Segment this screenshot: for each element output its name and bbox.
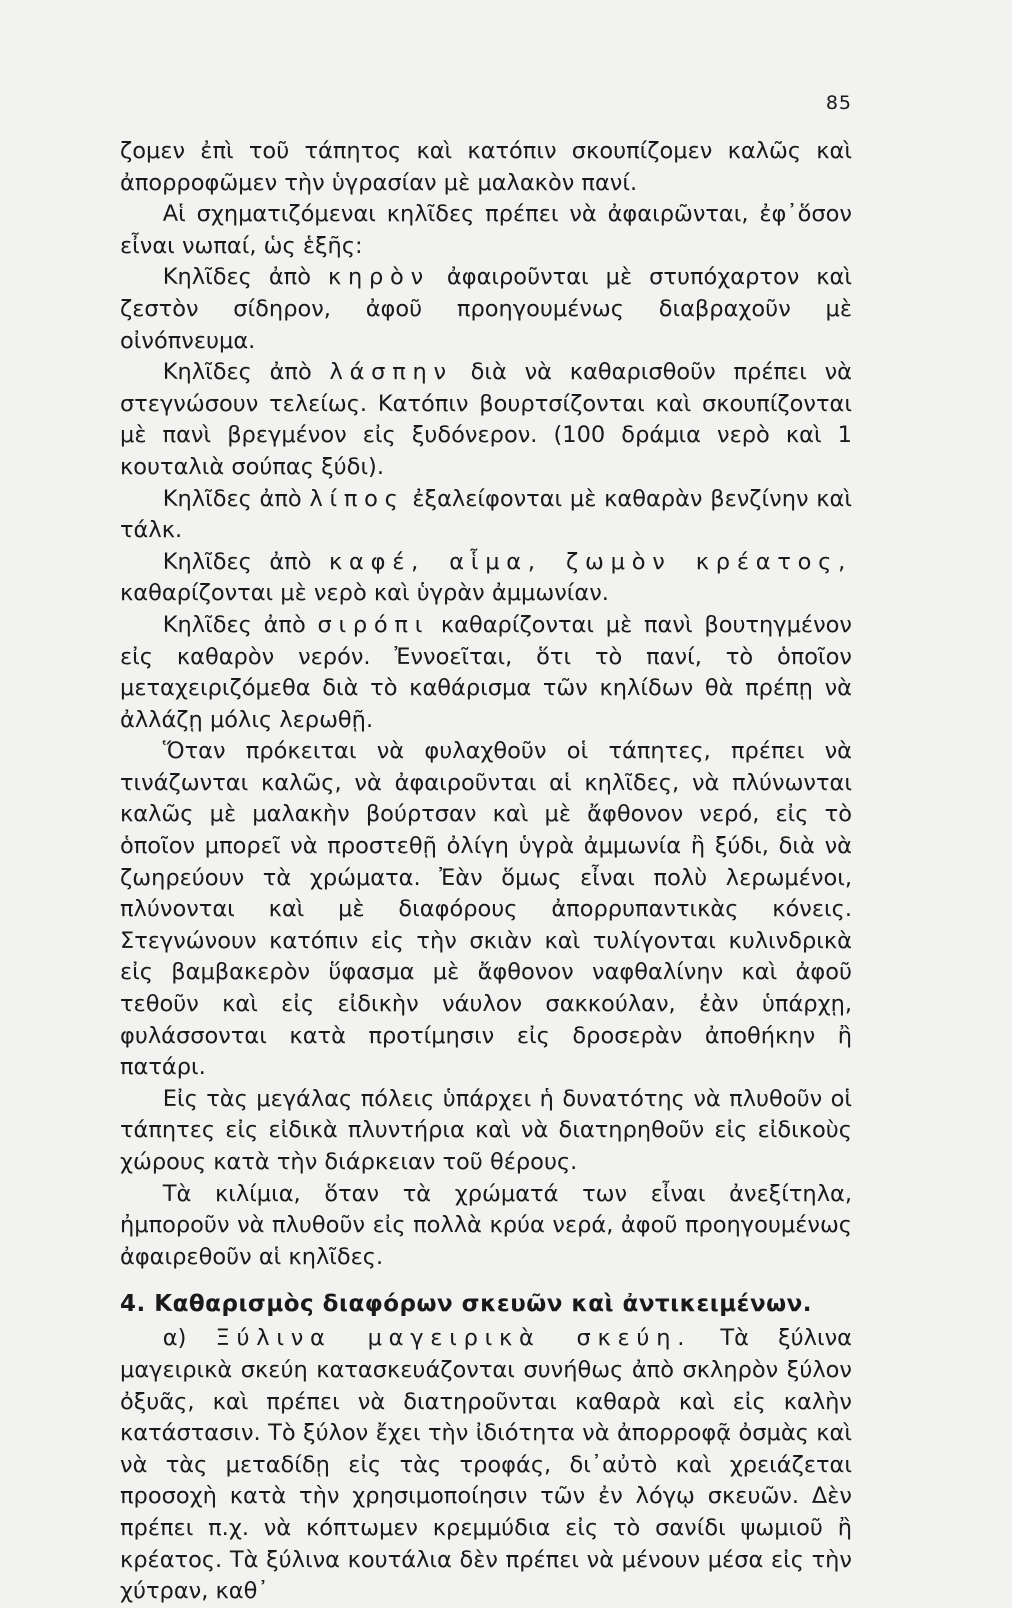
page-number: 85 — [825, 92, 852, 114]
spaced-term: λίπος — [309, 485, 405, 512]
spaced-term: καφέ, αἷμα, ζωμὸν κρέατος, — [329, 548, 852, 575]
text-run: Κηλῖδες ἀπὸ — [162, 548, 330, 575]
spaced-term: κηρὸν — [328, 264, 430, 291]
text-run: Κηλῖδες ἀπὸ — [162, 359, 330, 386]
body-text — [120, 136, 852, 1608]
paragraph: Ὅταν πρόκειται νὰ φυλαχθοῦν οἱ τάπητες, πρέπει νὰ τινάζωνται καλῶς, νὰ ἀφαιροῦνται αἱ κηλῖδες, νὰ πλύνωνται καλῶς μὲ μαλακὴν βούρτσαν καὶ μὲ ἄφθονον νερό, εἰς τὸ ὁποῖον μπορεῖ νὰ προστεθῇ ὀλίγη ὑγρὰ ἀμμωνία ἢ ξύδι, διὰ νὰ ζωηρεύουν τὰ χρώματα. Ἐὰν ὅμως εἶναι πολὺ λερωμένοι, πλύνονται καὶ μὲ διαφόρους ἀπορρυπαντικὰς κόνεις. Στεγνώνουν κατόπιν εἰς τὴν σκιὰν καὶ τυλίγονται κυλινδρικὰ εἰς βαμβακερὸν ὕφασμα μὲ ἄφθονον ναφθαλίνην καὶ ἀφοῦ τεθοῦν καὶ εἰς εἰδικὴν νάυλον σακκούλαν, ἐὰν ὑπάρχῃ, φυλάσσονται κατὰ προτίμησιν εἰς δροσερὰν ἀποθήκην ἢ πατάρι. — [120, 738, 852, 1081]
text-run: Κηλῖδες ἀπὸ — [162, 264, 328, 291]
text-run: Τὰ ξύλινα μαγειρικὰ σκεύη κατασκευάζονται συνήθως ἀπὸ σκληρὸν ξύλον ὀξυᾶς, καὶ πρέπει νὰ διατηροῦνται καθαρὰ καὶ εἰς καλὴν κατάστασιν. Τὸ ξύλον ἔχει τὴν ἰδιότητα νὰ ἀπορροφᾷ ὀσμὰς καὶ νὰ τὰς μεταδίδῃ εἰς τὰς τροφάς, δι᾽αὐτὸ καὶ χρειάζεται προσοχὴ κατὰ τὴν χρησιμοποίησιν τῶν ἐν λόγῳ σκευῶν. Δὲν πρέπει π.χ. νὰ κόπτωμεν κρεμμύδια εἰς τὸ σανίδι ψωμιοῦ ἢ κρέατος. Τὰ ξύλινα κουτάλια δὲν πρέπει νὰ μένουν μέσα εἰς τὴν χύτραν, καθ᾽ — [120, 1325, 852, 1605]
paragraph: Αἱ σχηματιζόμεναι κηλῖδες πρέπει νὰ ἀφαιρῶνται, ἐφ᾽ὅσον εἶναι νωπαί, ὡς ἑξῆς: — [120, 201, 852, 259]
text-run: ἀφαιροῦνται μὲ στυπόχαρτον καὶ ζεστὸν σίδηρον, ἀφοῦ προηγουμένως διαβραχοῦν μὲ οἰνόπνευμα. — [120, 264, 852, 354]
subsection-paragraph — [120, 1323, 852, 1607]
paragraph-stain-syrup — [120, 610, 852, 736]
text-run: διὰ νὰ καθαρισθοῦν πρέπει νὰ στεγνώσουν τελείως. Κατόπιν βουρτσίζονται καὶ σκουπίζονται μὲ πανὶ βρεγμένον εἰς ξυδόνερον. (100 δράμια νερὸ καὶ 1 κουταλιὰ σούπας ξύδι). — [120, 359, 852, 480]
paragraph-stain-coffee — [120, 547, 852, 610]
paragraph-stain-wax — [120, 262, 852, 357]
text-run: ἐξαλείφονται μὲ καθαρὰν βενζίνην καὶ τάλκ. — [120, 485, 852, 544]
spaced-term: σιρόπι — [317, 611, 430, 638]
subsection-title: Ξύλινα μαγειρικὰ σκεύη. — [215, 1325, 692, 1352]
section-heading: 4. Καθαρισμὸς διαφόρων σκευῶν καὶ ἀντικειμένων. — [120, 1291, 813, 1318]
paragraph-stain-grease — [120, 484, 852, 547]
paragraph: ζομεν ἐπὶ τοῦ τάπητος καὶ κατόπιν σκουπίζομεν καλῶς καὶ ἀπορροφῶμεν τὴν ὑγρασίαν μὲ μαλακὸν πανί. — [120, 138, 852, 196]
paragraph: Εἰς τὰς μεγάλας πόλεις ὑπάρχει ἡ δυνατότης νὰ πλυθοῦν οἱ τάπητες εἰς εἰδικὰ πλυντήρια καὶ νὰ διατηρηθοῦν εἰς εἰδικοὺς χώρους κατὰ τὴν διάρκειαν τοῦ θέρους. — [120, 1085, 852, 1175]
text-run: καθαρίζονται μὲ πανὶ βουτηγμένον εἰς καθαρὸν νερόν. Ἐννοεῖται, ὅτι τὸ πανί, τὸ ὁποῖον μεταχειριζόμεθα διὰ τὸ καθάρισμα τῶν κηλίδων θὰ πρέπῃ νὰ ἀλλάζῃ μόλις λερωθῇ. — [120, 611, 852, 733]
text-run: καθαρίζονται μὲ νερὸ καὶ ὑγρὰν ἀμμωνίαν. — [120, 580, 609, 607]
spaced-term: λάσπην — [329, 359, 453, 386]
paragraph-stain-mud — [120, 357, 852, 483]
text-run: Κηλῖδες ἀπὸ — [162, 611, 318, 638]
subsection-label: α) — [162, 1325, 216, 1352]
text-run: Κηλῖδες ἀπὸ — [162, 485, 310, 512]
paragraph: Τὰ κιλίμια, ὅταν τὰ χρώματά των εἶναι ἀνεξίτηλα, ἠμποροῦν νὰ πλυθοῦν εἰς πολλὰ κρύα νερά, ἀφοῦ προηγουμένως ἀφαιρεθοῦν αἱ κηλῖδες. — [120, 1180, 852, 1270]
